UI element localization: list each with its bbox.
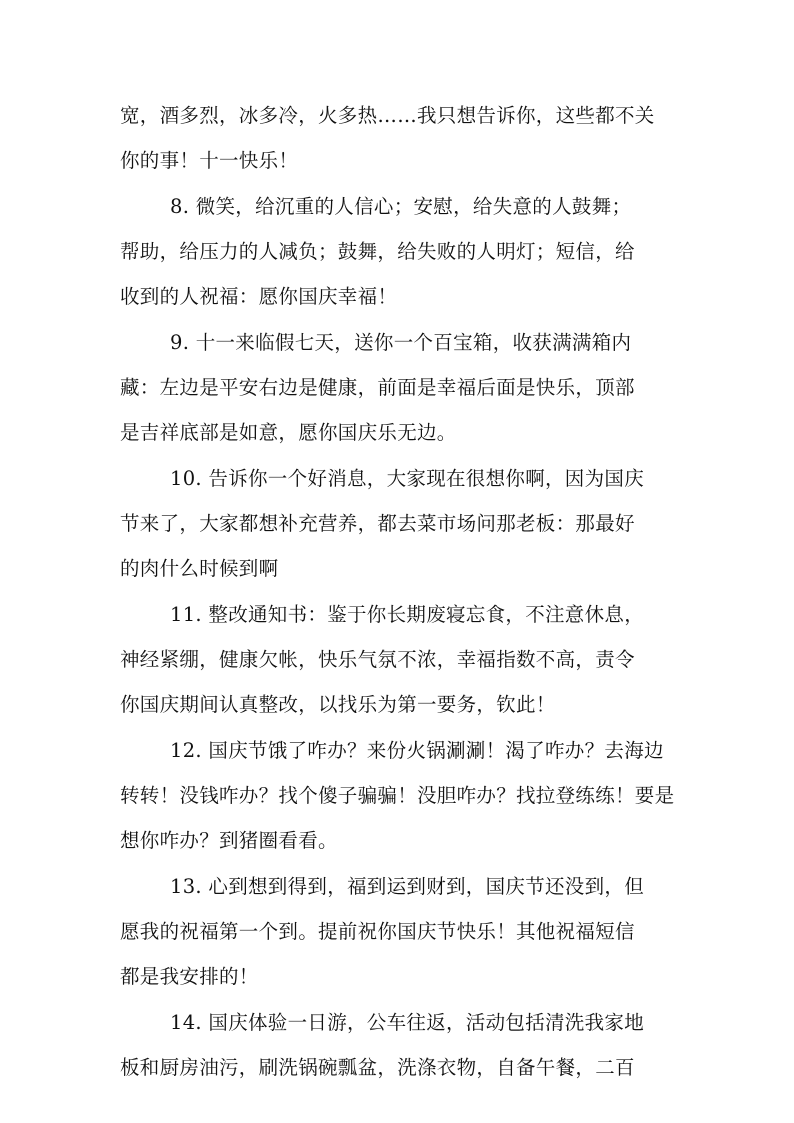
text-line: 板和厨房油污，刷洗锅碗瓢盆，洗涤衣物，自备午餐，二百 <box>120 1056 635 1079</box>
text-line: 都是我安排的！ <box>120 965 259 988</box>
text-line: 节来了，大家都想补充营养，都去菜市场问那老板：那最好 <box>120 512 635 535</box>
paragraph-10-start: 10. 告诉你一个好消息，大家现在很想你啊，因为国庆 <box>170 467 645 490</box>
text-line: 愿我的祝福第一个到。提前祝你国庆节快乐！其他祝福短信 <box>120 920 635 943</box>
text-line: 收到的人祝福：愿你国庆幸福！ <box>120 285 398 308</box>
paragraph-8-start: 8. 微笑，给沉重的人信心；安慰，给失意的人鼓舞； <box>170 195 632 218</box>
paragraph-13-start: 13. 心到想到得到，福到运到财到，国庆节还没到，但 <box>170 875 645 898</box>
paragraph-11-start: 11. 整改通知书：鉴于你长期废寝忘食，不注意休息， <box>170 603 645 626</box>
text-line: 的肉什么时候到啊 <box>120 557 279 580</box>
text-line: 神经紧绷，健康欠帐，快乐气氛不浓，幸福指数不高，责令 <box>120 648 635 671</box>
text-line: 转转！没钱咋办？找个傻子骗骗！没胆咋办？找拉登练练！要是 <box>120 784 675 807</box>
text-line: 帮助，给压力的人减负；鼓舞，给失败的人明灯；短信，给 <box>120 240 635 263</box>
text-line: 你的事！十一快乐！ <box>120 149 299 172</box>
paragraph-9-start: 9. 十一来临假七天，送你一个百宝箱，收获满满箱内 <box>170 331 632 354</box>
text-line: 是吉祥底部是如意，愿你国庆乐无边。 <box>120 421 457 444</box>
paragraph-14-start: 14. 国庆体验一日游，公车往返，活动包括清洗我家地 <box>170 1011 645 1034</box>
text-line: 宽，酒多烈，冰多冷，火多热……我只想告诉你，这些都不关 <box>120 104 655 127</box>
text-line: 藏：左边是平安右边是健康，前面是幸福后面是快乐，顶部 <box>120 376 635 399</box>
text-line: 想你咋办？到猪圈看看。 <box>120 829 338 852</box>
text-line: 你国庆期间认真整改，以找乐为第一要务，钦此！ <box>120 693 556 716</box>
paragraph-12-start: 12. 国庆节饿了咋办？来份火锅涮涮！渴了咋办？去海边 <box>170 739 664 762</box>
